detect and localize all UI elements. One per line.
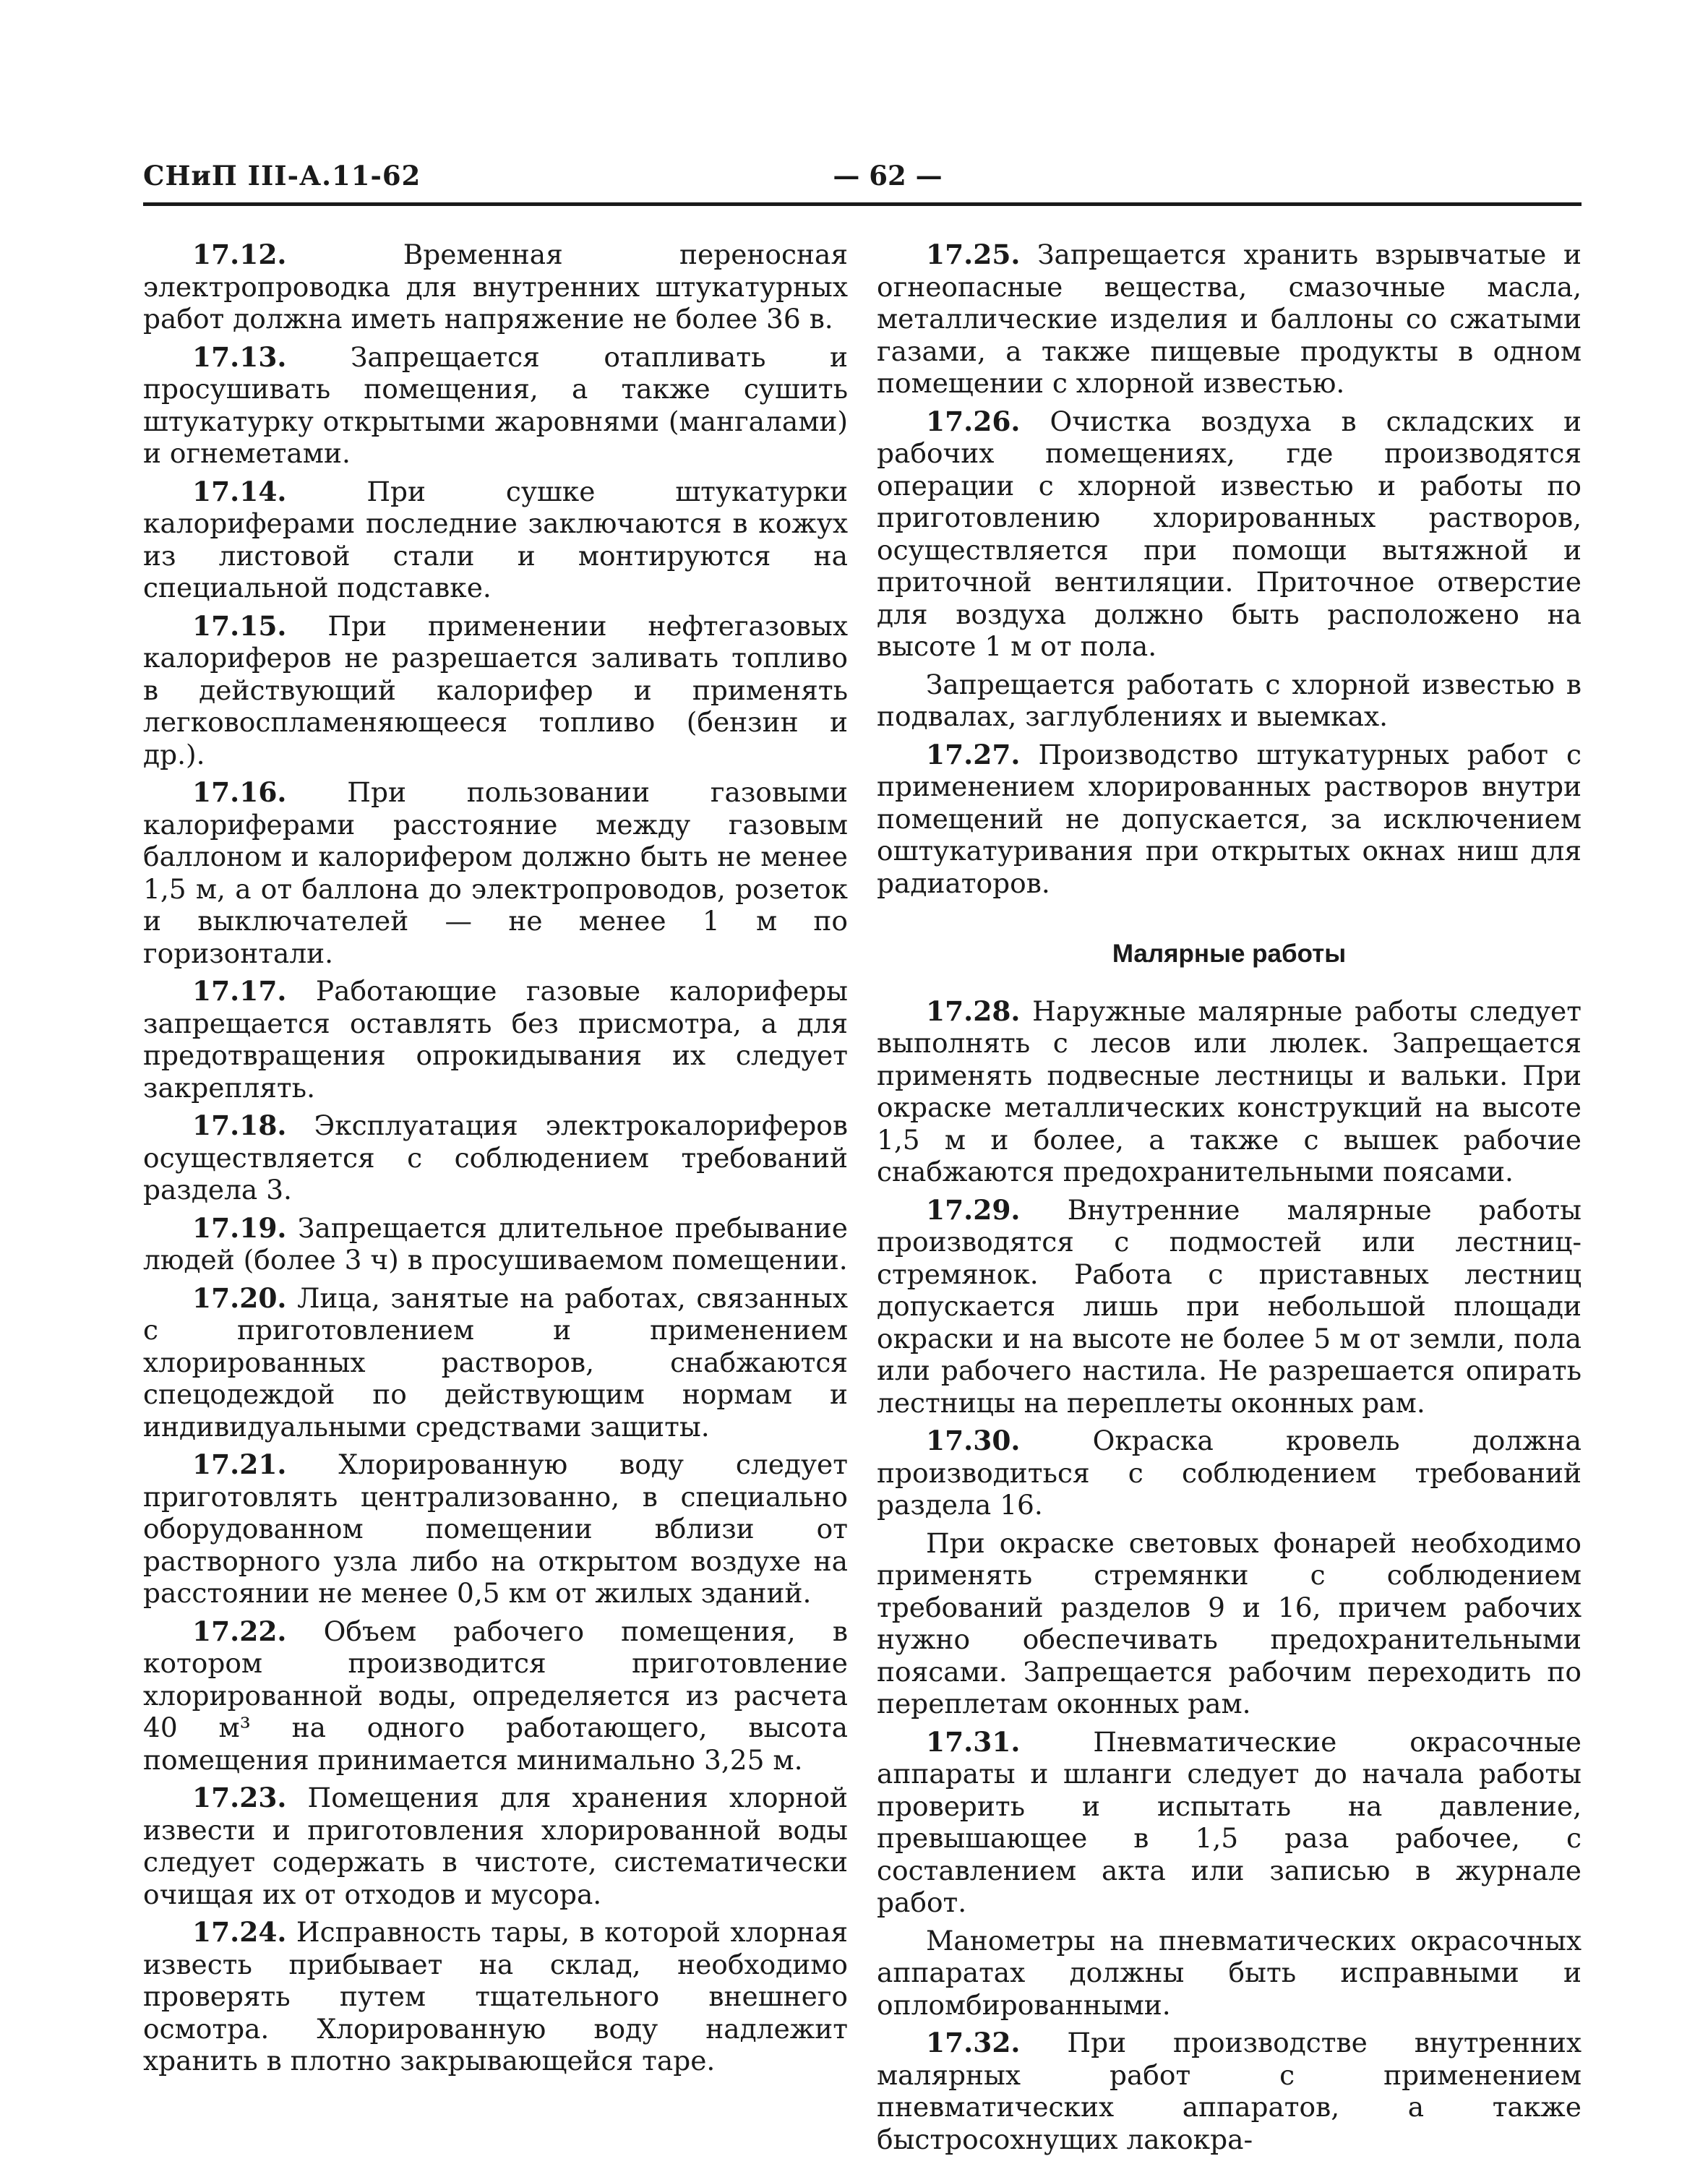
clause-number: 17.26. xyxy=(926,405,1021,437)
paragraph-17-24 xyxy=(143,1916,848,2077)
paragraph-17-21 xyxy=(143,1448,848,1610)
paragraph-17-25 xyxy=(877,239,1582,400)
clause-number: 17.31. xyxy=(926,1725,1021,1758)
paragraph-17-30 xyxy=(877,1425,1582,1521)
section-title: Малярные работы xyxy=(1112,940,1347,968)
paragraph-17-26-cont xyxy=(877,669,1582,733)
paragraph-17-20 xyxy=(143,1282,848,1443)
paragraph-17-28 xyxy=(877,995,1582,1188)
clause-number: 17.21. xyxy=(192,1448,287,1480)
clause-text: При сушке штукатурки калориферами последние заключаются в кожух из листовой стали и монтируются на специальной подставке. xyxy=(143,475,848,604)
clause-text: Производство штукатурных работ с применением хлорированных растворов внутри помещений не допускается, за исключением оштукатуривания при открытых окнах ниш для радиаторов. xyxy=(877,738,1582,899)
paragraph-17-19 xyxy=(143,1212,848,1276)
clause-text: Лица, занятые на работах, связанных с приготовлением и применением хлорированных растворов, снабжаются спецодеждой по действующим нормам и индивидуальными средствами защиты. xyxy=(143,1281,848,1443)
paragraph-17-16 xyxy=(143,776,848,969)
clause-number: 17.27. xyxy=(926,738,1021,770)
clause-text: Внутренние малярные работы производятся с подмостей или лестниц-стремянок. Работа с приставных лестниц допускается лишь при небольшой площади окраски и на высоте не более 5 м от земли, пола или рабочего настила. Не разрешается опирать лестницы на переплеты оконных рам. xyxy=(877,1193,1582,1419)
clause-number: 17.22. xyxy=(192,1615,287,1647)
clause-text: Запрещается хранить взрывчатые и огнеопасные вещества, смазочные масла, металлические изделия и баллоны со сжатыми газами, а также пищевые продукты в одном помещении с хлорной известью. xyxy=(877,239,1582,399)
clause-number: 17.18. xyxy=(192,1109,287,1141)
clause-text: Временная переносная электропроводка для внутренних штукатурных работ должна иметь напряжение не более 36 в. xyxy=(143,239,848,335)
clause-number: 17.28. xyxy=(926,995,1021,1027)
clause-text: Наружные малярные работы следует выполнять с лесов или люлек. Запрещается применять подвесные лестницы и вальки. При окраске металлических конструкций на высоте 1,5 м и более, а также с вышек рабочие снабжаются предохранительными поясами. xyxy=(877,995,1582,1188)
page-header xyxy=(143,155,1582,206)
clause-number: 17.13. xyxy=(192,340,287,373)
clause-number: 17.20. xyxy=(192,1281,287,1314)
clause-number: 17.23. xyxy=(192,1782,287,1813)
clause-text: Эксплуатация электрокалориферов осуществляется с соблюдением требований раздела 3. xyxy=(143,1109,848,1206)
clause-text: Запрещается отапливать и просушивать помещения, а также сушить штукатурку открытыми жаровнями (мангалами) и огнеметами. xyxy=(143,340,848,469)
clause-text: Хлорированную воду следует приготовлять централизованно, в специально оборудованном помещении вблизи от растворного узла либо на открытом воздухе на расстоянии не менее 0,5 км от жилых зданий. xyxy=(143,1448,848,1609)
paragraph-17-22 xyxy=(143,1615,848,1777)
paragraph-17-13 xyxy=(143,341,848,470)
paragraph-17-31 xyxy=(877,1726,1582,1919)
clause-text: Окраска кровель должна производиться с соблюдением требований раздела 16. xyxy=(877,1425,1582,1521)
page-number: — 62 — xyxy=(833,160,943,192)
clause-number: 17.16. xyxy=(192,776,287,808)
clause-text: При пользовании газовыми калориферами расстояние между газовым баллоном и калорифером должно быть не менее 1,5 м, а от баллона до электропроводов, розеток и выключателей — не менее 1 м по горизонтали. xyxy=(143,776,848,969)
paragraph-17-31-cont xyxy=(877,1925,1582,2022)
clause-number: 17.29. xyxy=(926,1193,1021,1226)
clause-text: Манометры на пневматических окрасочных аппаратах должны быть исправными и опломбированными. xyxy=(877,1924,1582,2021)
clause-text: Помещения для хранения хлорной извести и приготовления хлорированной воды следует содержать в чистоте, систематически очищая их от отходов и мусора. xyxy=(143,1782,848,1910)
paragraph-17-12 xyxy=(143,239,848,335)
clause-number: 17.12. xyxy=(192,239,287,270)
clause-text: При производстве внутренних малярных работ с применением пневматических аппаратов, а также быстросохнущих лакокра- xyxy=(877,2027,1582,2155)
clause-text: Очистка воздуха в складских и рабочих помещениях, где производятся операции с хлорной известью и работы по приготовлению хлорированных растворов, осуществляется при помощи вытяжной и приточной вентиляции. Приточное отверстие для воздуха должно быть расположено на высоте 1 м от пола. xyxy=(877,405,1582,662)
paragraph-17-32 xyxy=(877,2027,1582,2155)
clause-text: Работающие газовые калориферы запрещается оставлять без присмотра, а для предотвращения опрокидывания их следует закреплять. xyxy=(143,975,848,1104)
paragraph-17-14 xyxy=(143,476,848,604)
paragraph-17-18 xyxy=(143,1109,848,1206)
clause-number: 17.30. xyxy=(926,1425,1021,1456)
clause-text: Запрещается работать с хлорной известью в подвалах, заглублениях и выемках. xyxy=(877,668,1582,732)
clause-number: 17.15. xyxy=(192,609,287,642)
clause-number: 17.17. xyxy=(192,975,287,1007)
paragraph-17-29 xyxy=(877,1194,1582,1420)
paragraph-17-23 xyxy=(143,1782,848,1910)
clause-text: Запрещается длительное пребывание людей (более 3 ч) в просушиваемом помещении. xyxy=(143,1211,848,1276)
paragraph-17-27 xyxy=(877,739,1582,900)
clause-number: 17.14. xyxy=(192,475,287,507)
paragraph-17-26 xyxy=(877,405,1582,663)
paragraph-17-30-cont xyxy=(877,1527,1582,1720)
clause-text: Объем рабочего помещения, в котором производится приготовление хлорированной воды, определяется из расчета 40 м³ на одного работающего, высота помещения принимается минимально 3,25 м. xyxy=(143,1615,848,1776)
paragraph-17-15 xyxy=(143,610,848,771)
clause-text: При применении нефтегазовых калориферов не разрешается заливать топливо в действующий калорифер и применять легковоспламеняющееся топливо (бензин и др.). xyxy=(143,609,848,770)
document-code: СНиП III-А.11-62 xyxy=(143,160,421,192)
clause-number: 17.24. xyxy=(192,1916,287,1948)
clause-number: 17.19. xyxy=(192,1211,287,1244)
clause-number: 17.32. xyxy=(926,2027,1021,2058)
header-rule xyxy=(143,202,1582,206)
right-column xyxy=(877,239,1582,2161)
paragraph-17-17 xyxy=(143,975,848,1104)
clause-text: Исправность тары, в которой хлорная известь прибывает на склад, необходимо проверять путем тщательного внешнего осмотра. Хлорированную воду надлежит хранить в плотно закрывающейся таре. xyxy=(143,1916,848,2077)
left-column xyxy=(143,239,848,2083)
clause-text: При окраске световых фонарей необходимо применять стремянки с соблюдением требований разделов 9 и 16, причем рабочих нужно обеспечивать предохранительными поясами. Запрещается рабочим переходить по переплетам оконных рам. xyxy=(877,1527,1582,1719)
clause-text: Пневматические окрасочные аппараты и шланги следует до начала работы проверить и испытать на давление, превышающее в 1,5 раза рабочее, с составлением акта или записью в журнале работ. xyxy=(877,1725,1582,1918)
clause-number: 17.25. xyxy=(926,239,1021,270)
